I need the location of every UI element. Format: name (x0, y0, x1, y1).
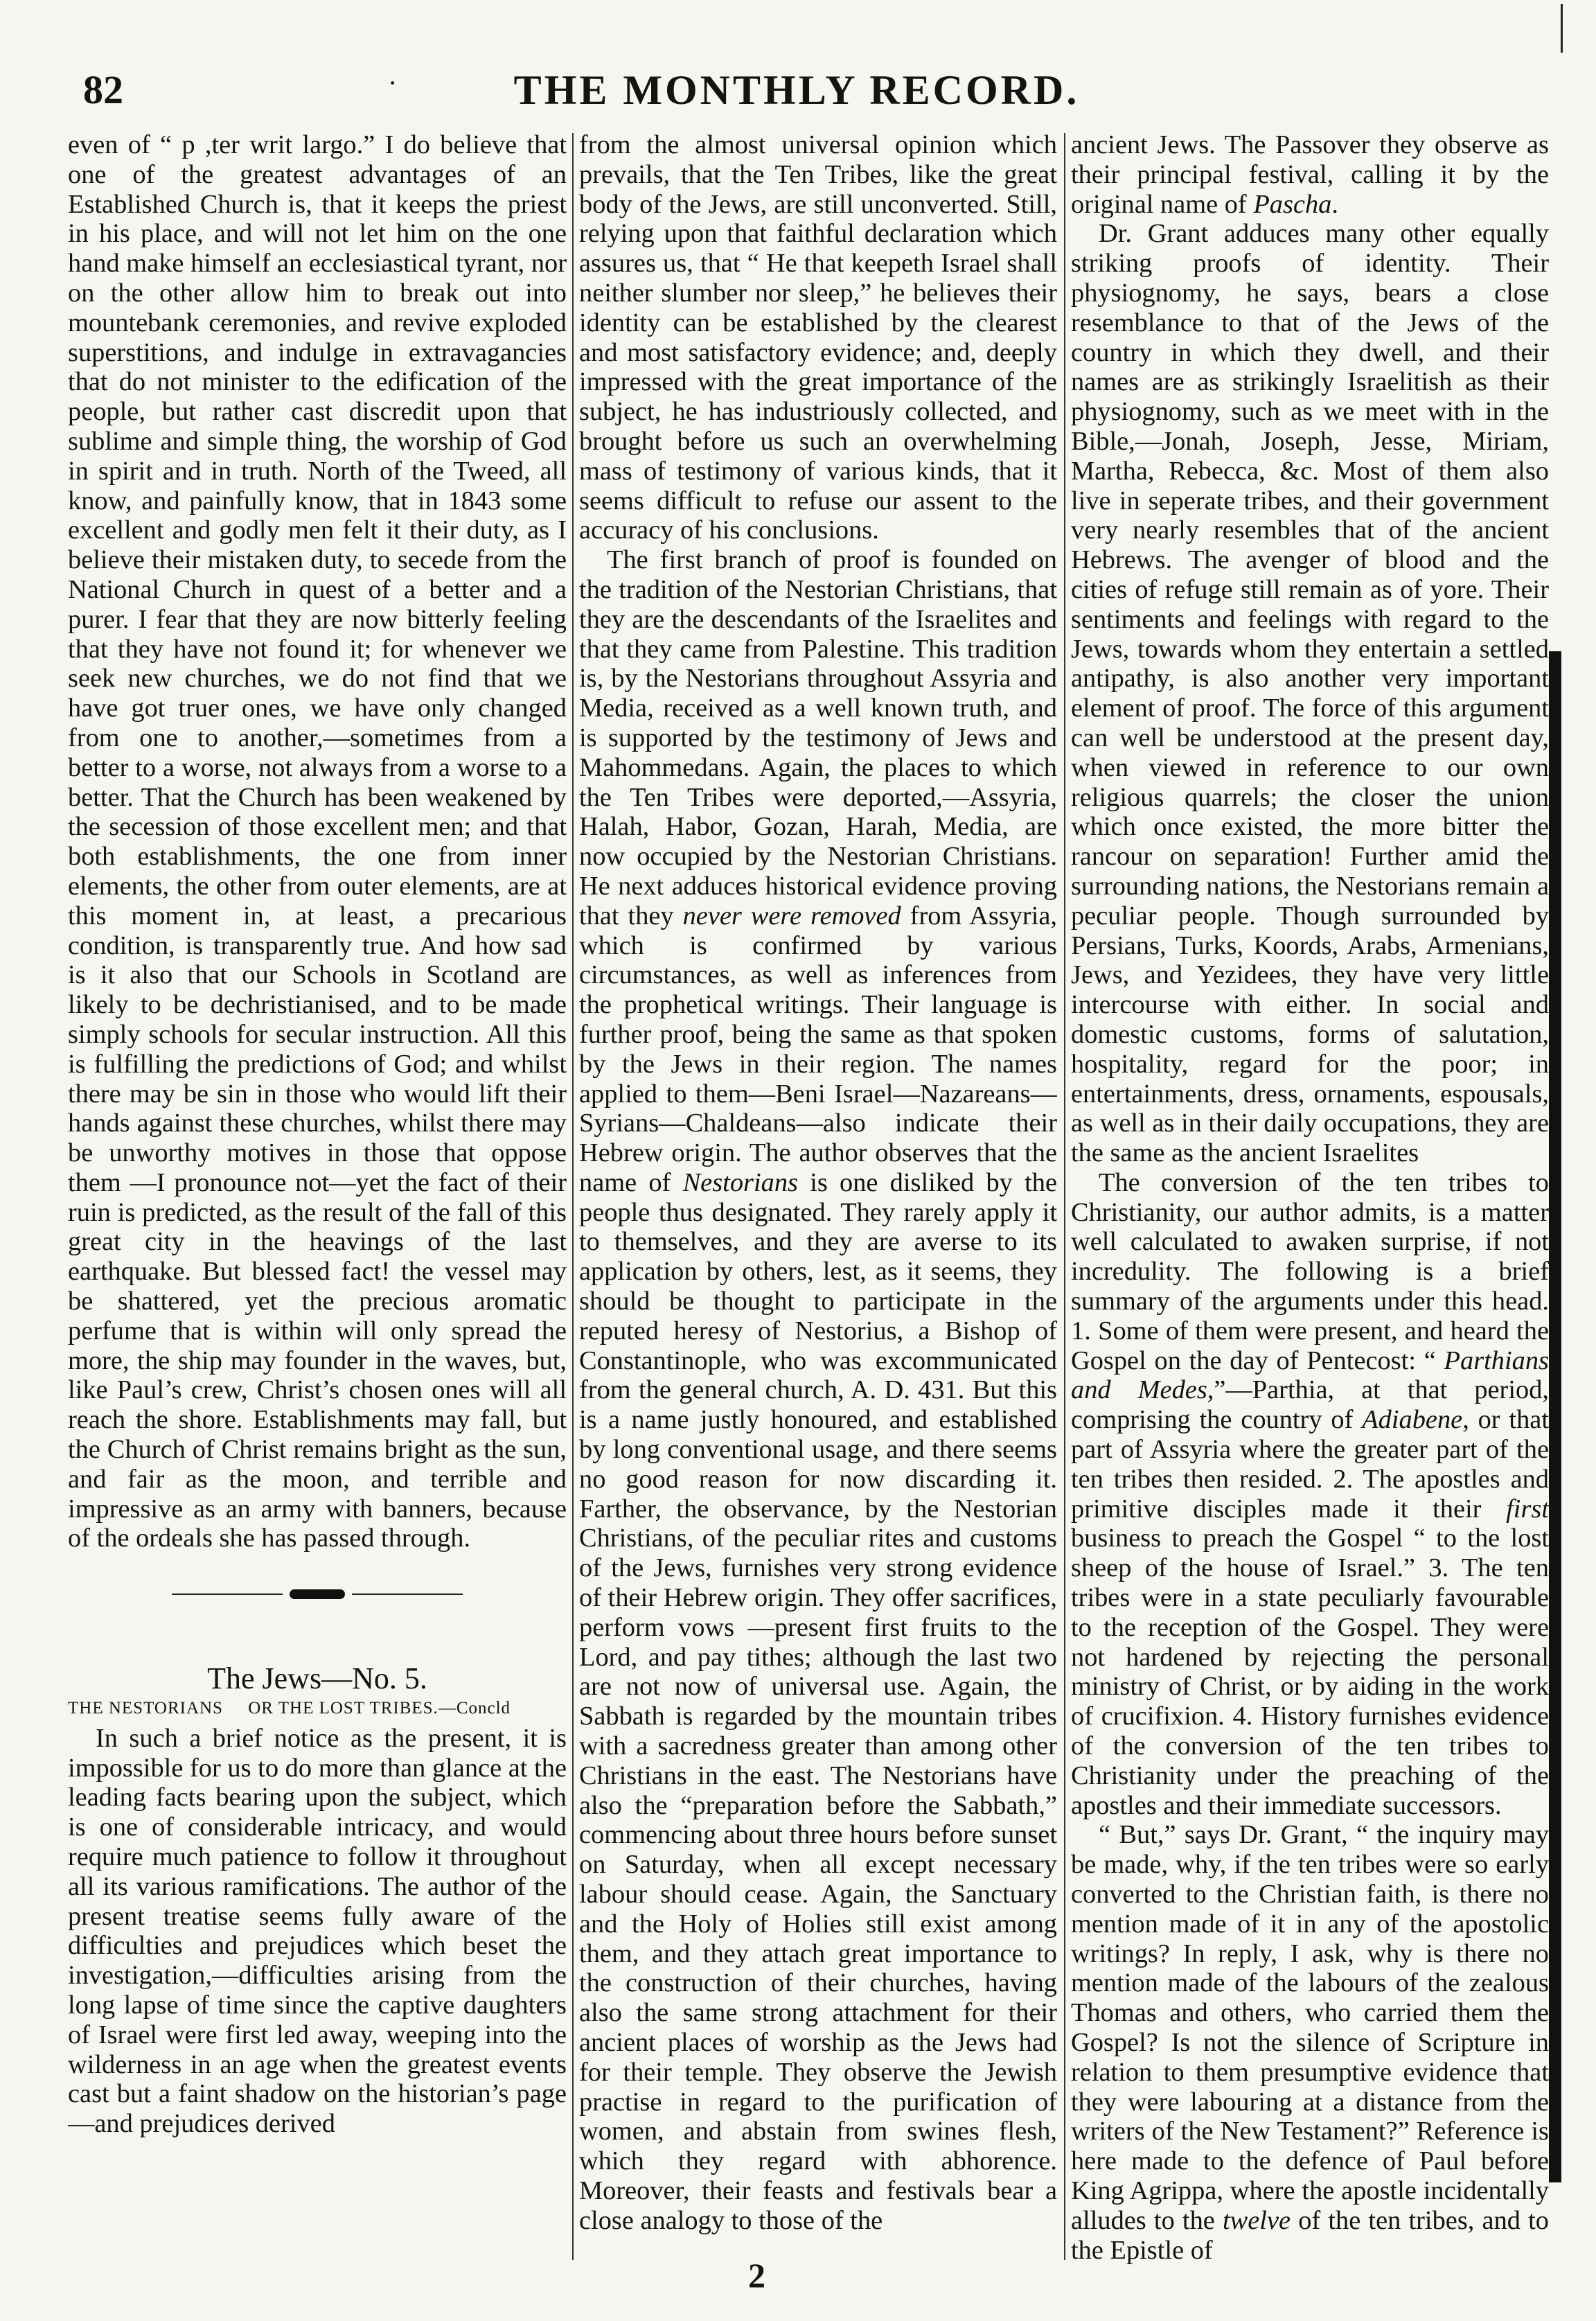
paragraph: even of “ p ,ter writ largo.” I do believe that one of the greatest advantages of an Established Church is, that it keeps the priest in his place, and will not let him on the one hand make himself an ecclesiastical tyrant, nor on the other allow him to break out into mountebank ceremonies, and revive exploded superstitions, and indulge in extravagancies that do not minister to the edification of the people, but rather cast discredit upon that sublime and simple thing, the worship of God in spirit and in truth. North of the Tweed, all know, and painfully know, that in 1843 some excellent and godly men felt it their duty, as I believe their mistaken duty, to secede from the National Church in quest of a better and a purer. I fear that they are now bitterly feeling that they have not found it; for whenever we seek new churches, we do not find that we have got truer ones, we have only changed from one to another,—sometimes from a better to a worse, not always from a worse to a better. That the Church has been weakened by the secession of those excellent men; and that both establishments, the one from inner elements, the other from outer elements, are at this moment in, at least, a precarious condition, is transparently true. And how sad is it also that our Schools in Scotland are likely to be dechristianised, and to be made simply schools for secular instruction. All this is fulfilling the predictions of God; and whilst there may be sin in those who would lift their hands against these churches, whilst there may be unworthy motives in those that oppose them —I pronounce not—yet the fact of their ruin is predicted, as the result of the fall of this great city in the heavings of the last earthquake. But blessed fact! the vessel may be shattered, yet the precious aromatic perfume that is within will only spread the more, the ship may founder in the waves, but, like Paul’s crew, Christ’s chosen ones will all reach the shore. Establishments may fall, but the Church of Christ remains bright as the sun, and fair as the moon, and terrible and impressive as an army with banners, because of the ordeals she has passed through. (68, 130, 567, 1553)
section-divider (68, 1553, 567, 1664)
section-subhead (68, 1694, 567, 1724)
text-run: ”—Parthia, at that period, comprising the country of (1071, 1375, 1549, 1435)
italic-run: Nestorians (682, 1167, 798, 1197)
paragraph (1071, 130, 1549, 219)
paragraph (1071, 1820, 1549, 2264)
italic-run: first (1506, 1494, 1549, 1524)
italic-run: twelve (1223, 2205, 1291, 2235)
text-run: The first branch of proof is founded on the tradition of the Nestorian Christians, that they are the descendants of the Israelites and that they came from Palestine. This tradition is, by the Nestorians throughout Assyria and Media, received as a well known truth, and is supported by the testimony of Jews and Mahommedans. Again, the places to which the Ten Tribes were deported,—Assyria, Halah, Habor, Gozan, Harah, Media, are now occupied by the Nestorian Christians. He next adduces historical evidence proving that they (579, 545, 1057, 930)
paragraph: In such a brief notice as the present, it is impossible for us to do more than glance at the leading facts bearing upon the subject, which is one of considerable intricacy, and would require much patience to follow it throughout all its various ramifications. The author of the present treatise seems fully aware of the difficulties and prejudices which beset the investigation,—difficulties arising from the long lapse of time since the captive daughters of Israel were first led away, weeping into the wilderness in an age when the greatest events cast but a faint shadow on the historian’s page—and prejudices derived (68, 1723, 567, 2139)
column-2 (579, 130, 1057, 2264)
column-1 (68, 130, 567, 2264)
italic-run: Parthians and Medes, (1071, 1345, 1549, 1405)
header-dot: · (388, 67, 398, 98)
italic-run: never were removed (682, 901, 901, 930)
page-number: 82 (83, 67, 123, 112)
page-header (42, 67, 1552, 122)
text-run: . (1331, 189, 1338, 219)
section-title: The Jews—No. 5. (207, 1661, 427, 1696)
paragraph: Dr. Grant adduces many other equally striking proofs of identity. Their physiognomy, he says, bears a close resemblance to that of the Jews of the country in which they dwell, and their names are as strikingly Israelitish as their physiognomy, such as we meet with in the Bible,—Jonah, Joseph, Jesse, Miriam, Martha, Rebecca, &c. Most of them also live in seperate tribes, and their government very nearly resembles that of the ancient Hebrews. The avenger of blood and the cities of refuge still remain as of yore. Their sentiments and feelings with regard to the Jews, towards whom they entertain a settled antipathy, is also another very important element of proof. The force of this argument can well be understood at the present day, when viewed in reference to our own religious quarrels; the closer the union which once existed, the more bitter the rancour on separation! Further amid the surrounding nations, the Nestorians remain a peculiar people. Though surrounded by Persians, Turks, Koords, Arabs, Armenians, Jews, and Yezidees, they have very little intercourse with either. In social and domestic customs, forms of salutation, hospitality, regard for the poor; in entertainments, dress, ornaments, espousals, as well as in their daily occupations, they are the same as the ancient Israelites (1071, 219, 1549, 1168)
paragraph (579, 545, 1057, 2235)
text-run: ancient Jews. The Passover they observe as their principal festival, calling it by the original name of (1071, 130, 1549, 219)
italic-run: Adiabene (1362, 1405, 1463, 1435)
text-run: The conversion of the ten tribes to Christianity, our author admits, is a matter well calculated to awaken surprise, if not incredulity. The following is a brief summary of the arguments under this head. 1. Some of them were present, and heard the Gospel on the day of Pentecost: “ (1071, 1167, 1549, 1375)
running-title: THE MONTHLY RECORD. (513, 67, 1080, 113)
page-edge-mark (1561, 4, 1563, 53)
subhead-left: THE NESTORIANS (68, 1699, 223, 1718)
subhead-mid: OR THE LOST TRIBES. (248, 1699, 438, 1718)
signature-mark: 2 (748, 2256, 765, 2295)
subhead-right: —Concld (438, 1699, 511, 1718)
text-run: “ But,” says Dr. Grant, “ the inquiry may be made, why, if the ten tribes were so early converted to the Christian faith, is there no mention made of it in any of the apostolic writings? In reply, I ask, why is there no mention made of the labours of the zealous Thomas and others, who carried them the Gospel? Is not the silence of Scripture in relation to them presumptive evidence that they were labouring at a distance from the writers of the New Testament?” Reference is here made to the defence of Paul before King Agrippa, where the apostle incidentally alludes to the (1071, 1820, 1549, 2235)
column-rule-right (1064, 133, 1065, 2260)
binding-shadow (1549, 651, 1561, 2182)
column-3 (1071, 130, 1549, 2264)
italic-run: Pascha (1253, 189, 1332, 219)
column-rule-left (572, 133, 574, 2260)
text-run: , or that part of Assyria where the greater part of the ten tribes then resided. 2. The apostles and primitive disciples made it their (1071, 1405, 1549, 1524)
text-run: business to preach the Gospel “ to the lost sheep of the house of Israel.” 3. The ten tribes were in a state peculiarly favourable to the reception of the Gospel. They were not hardened by rejecting the personal ministry of Christ, or by aiding in the work of crucifixion. 4. History furnishes evidence of the conversion of the ten tribes to Christianity under the preaching of the apostles and their immediate successors. (1071, 1524, 1549, 1820)
text-run: from Assyria, which is confirmed by various circumstances, as well as inferences from the prophetical writings. Their language is further proof, being the same as that spoken by the Jews in their region. The names applied to them—Beni Israel—Nazareans—Syrians—Chaldeans—also indicate their Hebrew origin. The author observes that the name of (579, 901, 1057, 1197)
paragraph (1071, 1168, 1549, 1821)
paragraph: from the almost universal opinion which prevails, that the Ten Tribes, like the great body of the Jews, are still unconverted. Still, relying upon that faithful declaration which assures us, that “ He that keepeth Israel shall neither slumber nor sleep,” he believes their identity can be established by the clearest and most satisfactory evidence; and, deeply impressed with the great importance of the subject, he has industriously collected, and brought before us such an overwhelming mass of testimony of various kinds, that it seems difficult to refuse our assent to the accuracy of his conclusions. (579, 130, 1057, 545)
text-run: is one disliked by the people thus designated. They rarely apply it to themselves, and they are averse to its application by others, lest, as it seems, they should be thought to participate in the reputed heresy of Nestorius, a Bishop of Constantinople, who was excommunicated from the general church, A. D. 431. But this is a name justly honoured, and established by long conventional usage, and there seems no good reason for now discarding it. Farther, the observance, by the Nestorian Christians, of the peculiar rites and customs of the Jews, furnishes very strong evidence of their Hebrew origin. They offer sacrifices, perform vows —present first fruits to the Lord, and pay tithes; although the last two are not now of universal use. Again, the Sabbath is regarded by the mountain tribes with a sacredness greater than among other Christians in the east. The Nestorians have also the “preparation before the Sabbath,” commencing about three hours before sunset on Saturday, when all except necessary labour should cease. Again, the Sanctuary and the Holy of Holies still exist among them, and they attach great importance to the construction of their churches, having also the same strong attachment for their ancient places of worship as the Jews had for their temple. They observe the Jewish practise in regard to the purification of women, and abstain from swines flesh, which they regard with abhorence. Moreover, their feasts and festivals bear a close analogy to those of the (579, 1167, 1057, 2235)
ornament-rule (172, 1589, 463, 1599)
text-run: of the ten tribes, and to the Epistle of (1071, 2205, 1549, 2264)
